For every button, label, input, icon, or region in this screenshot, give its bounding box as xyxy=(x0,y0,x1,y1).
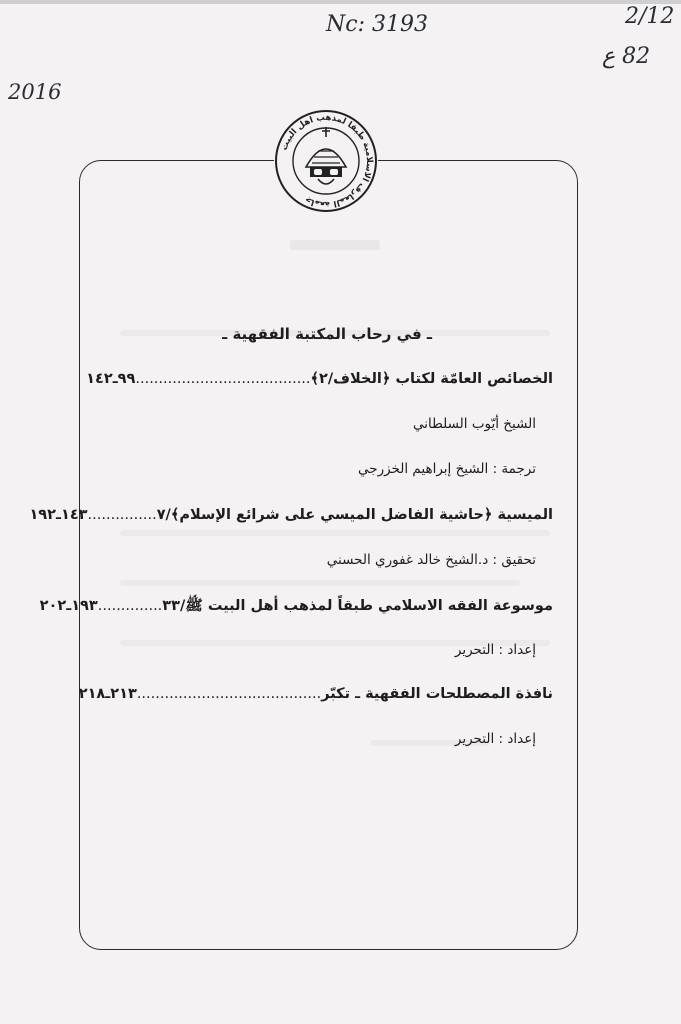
toc-entry-title: نافذة المصطلحات الفقهية ـ تكبّر xyxy=(321,686,553,702)
toc-entry-title: الميسية ﴿حاشية الفاضل الميسي على شرائع الإسلام﴾/٧ xyxy=(156,507,553,523)
toc-entry-2-editor: تحقيق : د.الشيخ خالد غفوري الحسني xyxy=(326,552,536,568)
svg-text:جامعة المعارف الاسلامية طبقا ل: جامعة المعارف الاسلامية طبقا لمذهب اهل البيت xyxy=(279,112,375,210)
handwritten-reference: Nc: 3193 xyxy=(326,12,428,37)
toc-entry-1 xyxy=(86,371,553,387)
toc-entry-title: الخصائص العامّة لكتاب ﴿الخلاف/٢﴾ xyxy=(310,371,553,387)
toc-entry-4-compiler: إعداد : التحرير xyxy=(454,731,536,747)
toc-entry-leader: ............... xyxy=(87,507,157,523)
toc-entry-4 xyxy=(79,686,553,702)
toc-entry-leader: ........................................ xyxy=(136,686,322,702)
toc-entry-leader: ...................................... xyxy=(135,371,311,387)
seal-emblem-icon xyxy=(274,109,378,213)
toc-entry-pages: ٢١٣ـ٢١٨ xyxy=(78,686,137,702)
toc-entry-2 xyxy=(29,507,553,523)
toc-entry-3-compiler: إعداد : التحرير xyxy=(454,642,536,658)
handwritten-number-top-right: 2/12 xyxy=(625,4,675,29)
toc-entry-1-author: الشيخ أيّوب السلطاني xyxy=(412,416,536,432)
toc-entry-3 xyxy=(40,597,553,618)
toc-entry-pages: ٩٩ـ١٤٢ xyxy=(86,371,136,387)
toc-entry-title: موسوعة الفقه الاسلامي طبقاً لمذهب أهل البيت ﷺ/٣٣ xyxy=(162,598,553,614)
toc-entry-pages: ١٤٣ـ١٩٢ xyxy=(29,507,88,523)
toc-entry-pages: ١٩٣ـ٢٠٢ xyxy=(39,598,98,614)
scan-edge xyxy=(0,0,681,4)
handwritten-number-left: 2016 xyxy=(8,80,62,104)
handwritten-code: 82 ع xyxy=(602,44,651,69)
section-heading: ـ في رحاب المكتبة الفقهية ـ xyxy=(222,325,432,343)
toc-entry-1-translator: ترجمة : الشيخ إبراهيم الخزرجي xyxy=(357,461,536,477)
institution-seal xyxy=(274,109,378,213)
toc-entry-leader: .............. xyxy=(97,598,163,614)
